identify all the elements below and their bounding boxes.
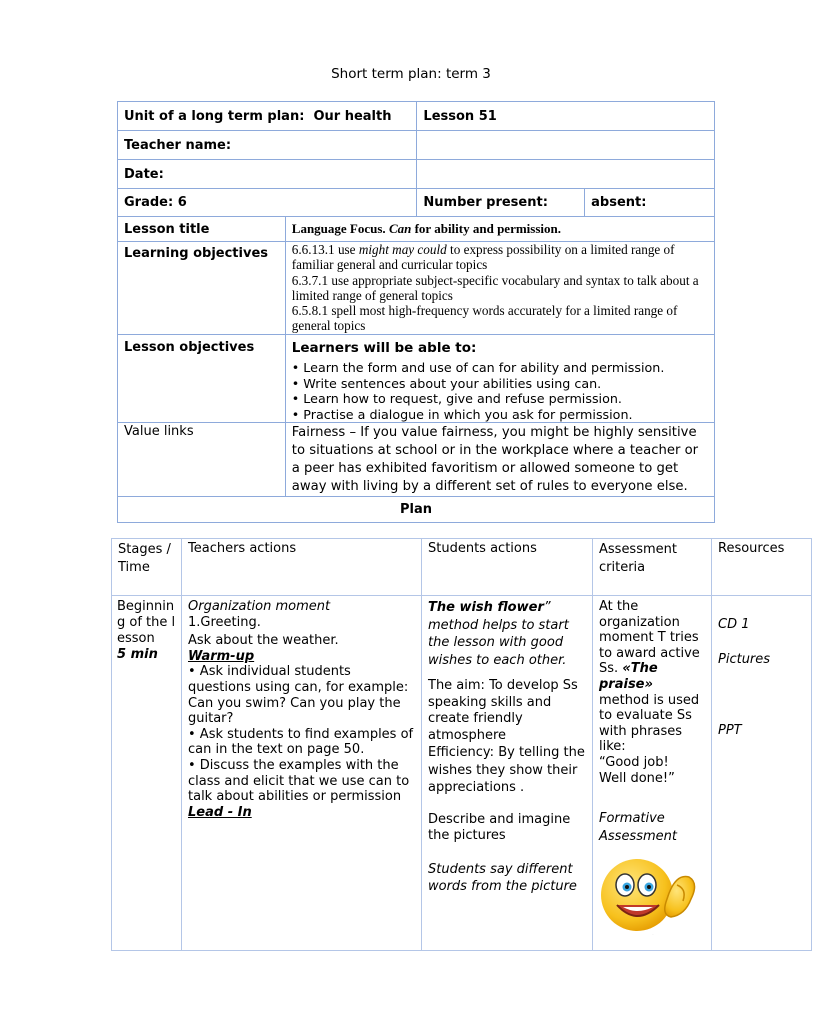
lesson-objectives-label: Lesson objectives <box>118 335 286 423</box>
learning-objectives-label: Learning objectives <box>118 242 286 335</box>
value-links-label: Value links <box>118 423 286 497</box>
col-header-resources: Resources <box>712 539 812 596</box>
resources-cell: CD 1 Pictures PPT <box>712 596 812 951</box>
col-header-assessment: Assessment criteria <box>593 539 712 596</box>
thumbs-up-emoji-icon <box>599 855 707 937</box>
lesson-title-label: Lesson title <box>118 217 286 242</box>
value-links-text: Fairness – If you value fairness, you might be highly sensitive to situations at school or in the workplace where a teacher or a peer has exhibited favoritism or allowed someone to get away with living by a different set of rules to everyone else. <box>285 423 714 497</box>
teacher-name-label: Teacher name: <box>118 131 417 160</box>
lesson-info-table <box>117 101 715 523</box>
unit-cell: Unit of a long term plan: Our health <box>118 102 417 131</box>
unit-value: Our health <box>313 108 392 124</box>
date-label: Date: <box>118 160 417 189</box>
teacher-actions: Organization moment 1.Greeting. Ask about the weather. Warm-up • Ask individual students questions using can, for example: Can you swim? Can you play the guitar? • Ask students to find examples of can in the text on page 50. • Discuss the examples with the class and elicit that we use can to talk about abilities or permission Lead - In <box>182 596 422 951</box>
emoji-face <box>601 859 673 931</box>
students-actions: The wish flower” method helps to start the lesson with good wishes to each other. The aim: To develop Ss speaking skills and create friendly atmosphere Efficiency: By telling the wishes they show their appreciations . Describe and imagine the pictures Students say different words from the picture <box>422 596 593 951</box>
col-header-teachers: Teachers actions <box>182 539 422 596</box>
stage-cell: Beginning of the lesson 5 min <box>112 596 182 951</box>
assessment-criteria: At the organization moment T tries to award active Ss. «The praise» method is used to evaluate Ss with phrases like: “Good job! Well done!” Formative Assessment · <box>593 596 712 951</box>
plan-heading: Plan <box>118 497 715 523</box>
learning-objectives: 6.6.13.1 use might may could to express possibility on a limited range of familiar general and curricular topics 6.3.7.1 use appropriate subject-specific vocabulary and syntax to talk about a limited range of general topics 6.5.8.1 spell most high-frequency words accurately for a limited range of general topics <box>285 242 714 335</box>
number-present: Number present: <box>417 189 585 217</box>
grade: Grade: 6 <box>118 189 417 217</box>
plan-table <box>111 538 812 951</box>
date-value <box>417 160 715 189</box>
svg-text:·: · <box>652 932 654 937</box>
lesson-number: Lesson 51 <box>417 102 715 131</box>
page-title: Short term plan: term 3 <box>331 66 491 82</box>
lesson-objectives: Learners will be able to: • Learn the form and use of can for ability and permission. • Write sentences about your abilities using can. • Learn how to request, give and refuse permission. • Practise a dialogue in which you ask for permission. <box>285 335 714 423</box>
teacher-name-value <box>417 131 715 160</box>
col-header-stages: Stages / Time <box>112 539 182 596</box>
lesson-title-value: Language Focus. Can for ability and permission. <box>285 217 714 242</box>
col-header-students: Students actions <box>422 539 593 596</box>
absent: absent: <box>585 189 715 217</box>
